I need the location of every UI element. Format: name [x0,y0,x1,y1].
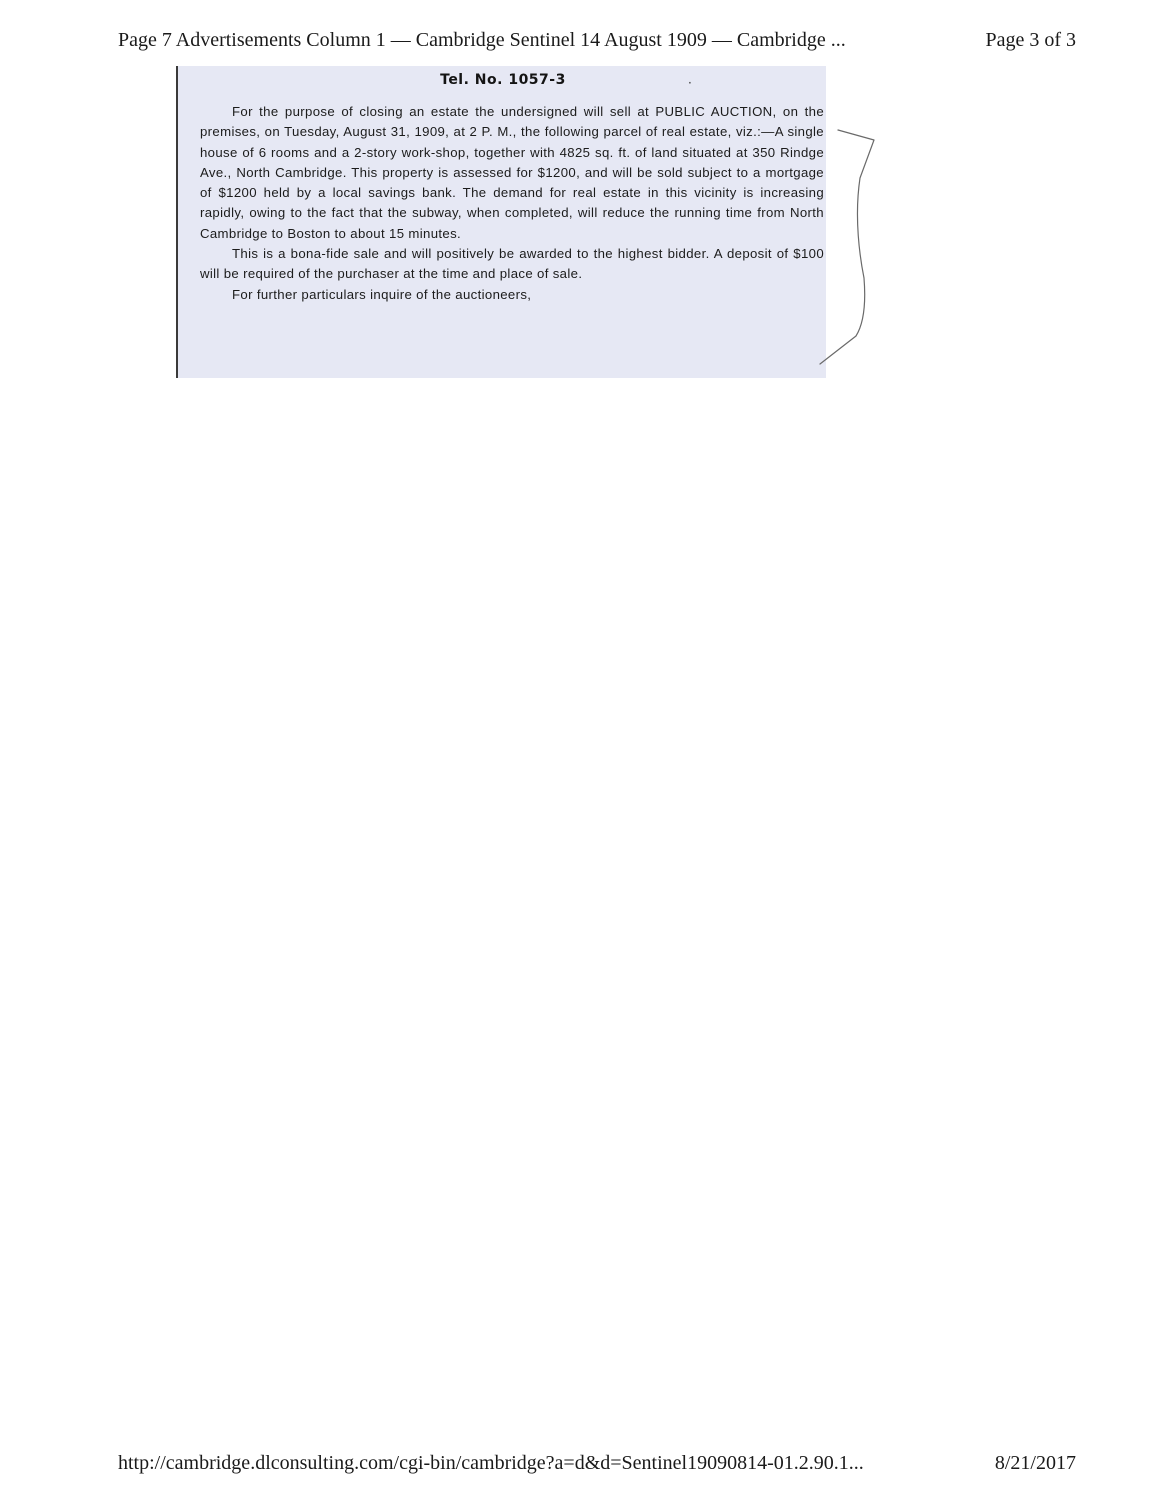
inquiry-paragraph: For further particulars inquire of the auctioneers, [232,286,532,302]
sale-terms-paragraph: This is a bona-fide sale and will positively be awarded to the highest bidder. A deposit of $100 will be required of the purchaser at the time and place of sale. [200,246,824,282]
page-number: Page 3 of 3 [985,29,1076,51]
auction-paragraph: For the purpose of closing an estate the undersigned will sell at PUBLIC AUCTION, on the premises, on Tuesday, August 31, 1909, at 2 P. M., the following parcel of real estate, viz.:—A single house of 6 rooms and a 2-story work-shop, together with 4825 sq. ft. of land situated at 350 Rindge Ave., North Cambridge. This property is assessed for $1200, and will be sold subject to a mortgage of $1200 held by a local savings bank. The demand for real estate in this vicinity is increasing rapidly, owing to the fact that the subway, when completed, will reduce the running time from North Cambridge to Boston to about 15 minutes. [200,104,824,241]
source-url: http://cambridge.dlconsulting.com/cgi-bin/cambridge?a=d&d=Sentinel19090814-01.2.90.1... [118,1452,864,1474]
newspaper-clipping [176,66,826,378]
margin-bracket-mark [808,118,888,388]
document-title: Page 7 Advertisements Column 1 — Cambridge Sentinel 14 August 1909 — Cambridge ... [118,29,846,51]
speck-mark: · [688,76,692,90]
print-date: 8/21/2017 [994,1452,1076,1474]
page-footer [118,1449,1076,1477]
clipping-body [200,102,824,305]
clipping-heading: Tel. No. 1057-3 [440,72,566,88]
page-header [118,26,1076,54]
